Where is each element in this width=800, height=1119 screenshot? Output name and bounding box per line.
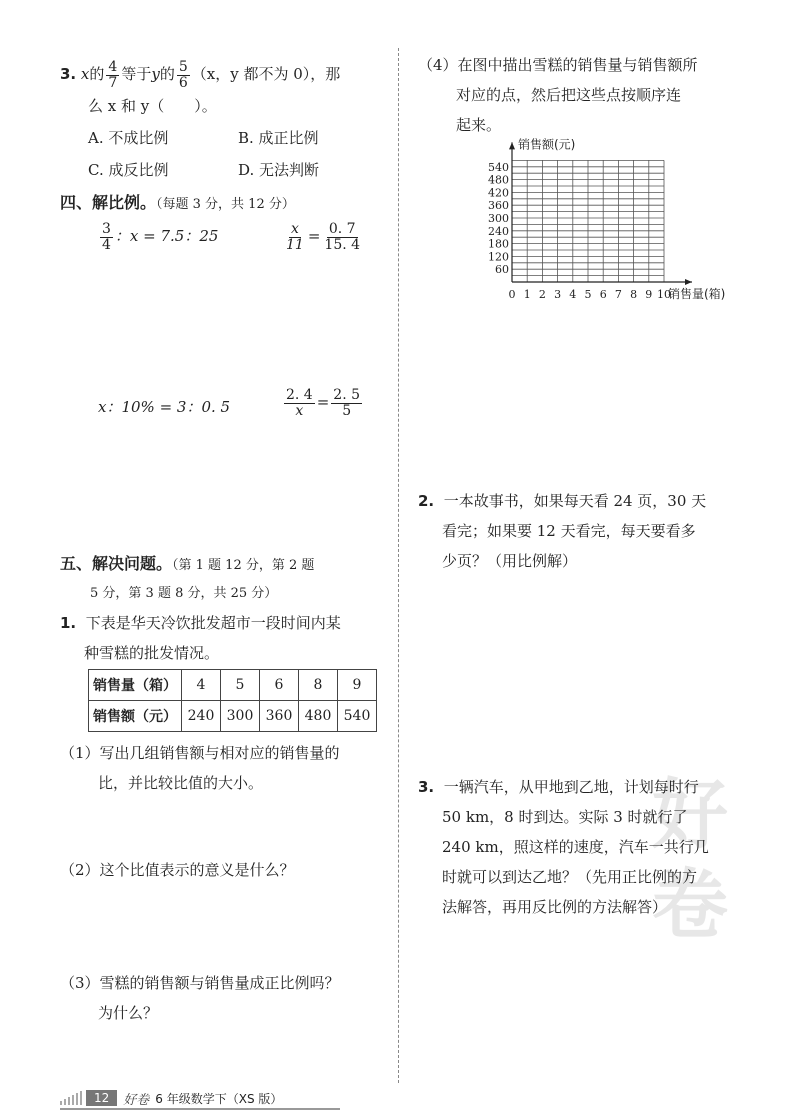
y-tick-label: 540	[488, 160, 509, 174]
sub-question-4: （4）在图中描出雪糕的销售量与销售额所 对应的点，然后把这些点按顺序连 起来。	[418, 56, 698, 134]
x-tick-label: 0	[508, 288, 516, 301]
y-tick-label: 180	[488, 237, 509, 251]
problem-2: 2. 一本故事书，如果每天看 24 页，30 天 看完；如果要 12 天看完，每天要看多 少页？（用比例解）	[418, 492, 707, 570]
x-tick-label: 6	[599, 288, 607, 301]
y-tick-label: 300	[488, 212, 509, 225]
fraction-4-7: $\frac{4}{7}$	[108, 58, 118, 91]
question-3	[60, 58, 390, 186]
y-tick-label: 240	[488, 224, 509, 238]
x-tick-label: 10	[657, 288, 671, 301]
option-d[interactable]: D. 无法判断	[238, 161, 320, 180]
problem-3: 3. 一辆汽车，从甲地到乙地，计划每时行 50 km，8 时到达。实际 3 时就行了 240 km，照这样的速度，汽车一共行几 时就可以到达乙地？（先用正比例的方 法解答，再用反比例的方法解答）	[418, 778, 709, 916]
y-axis-arrow-icon	[509, 142, 515, 149]
column-divider	[398, 48, 399, 1083]
question-3-stem: 3. x的 $\frac{4}{7}$ 等于y的 $\frac{5}{6}$ （x，y 都不为 0），那	[60, 58, 341, 91]
footer-rule	[60, 1108, 340, 1110]
equation-3: x：10% = 3：0. 5	[98, 398, 231, 416]
x-tick-label: 8	[630, 288, 638, 301]
decorative-bars-icon	[60, 1091, 82, 1105]
y-tick-label: 120	[488, 250, 509, 264]
book-title: 6 年级数学下（XS 版）	[155, 1091, 283, 1106]
x-tick-label: 2	[538, 288, 546, 301]
x-tick-label: 3	[554, 288, 562, 301]
sub-question-1: （1）写出几组销售额与相对应的销售量的 比，并比较比值的大小。	[60, 744, 340, 792]
equation-4: $\frac{2. 4}{x}$ = $\frac{2. 5}{5}$	[286, 387, 361, 419]
y-tick-label: 420	[488, 186, 509, 200]
table-row: 销售额（元） 240 300 360 480 540	[89, 701, 377, 732]
equation-1: $\frac{3}{4}$ ：x = 7.5：25	[102, 221, 219, 253]
question-3-options	[60, 122, 390, 186]
option-b[interactable]: B. 成正比例	[238, 129, 319, 148]
x-tick-label: 5	[584, 288, 592, 301]
section-4-heading: 四、解比例。（每题 3 分，共 12 分）	[60, 193, 295, 212]
x-tick-label: 9	[645, 288, 653, 301]
x-axis-arrow-icon	[685, 279, 692, 285]
sales-chart	[470, 138, 770, 318]
y-tick-label: 60	[495, 263, 509, 277]
page-number: 12	[86, 1090, 117, 1106]
y-tick-label: 360	[488, 199, 509, 213]
equation-2: $\frac{x}{11}$ = $\frac{0. 7}{15. 4}$	[286, 221, 361, 253]
x-tick-label: 1	[523, 288, 531, 301]
watermark: 好卷	[652, 770, 728, 949]
section-5-heading: 五、解决问题。（第 1 题 12 分，第 2 题 5 分，第 3 题 8 分，共 25 分）	[60, 554, 315, 601]
option-a[interactable]: A. 不成比例	[88, 129, 169, 148]
x-tick-label: 4	[569, 288, 577, 301]
x-axis-label: 销售量(箱)	[668, 287, 726, 301]
table-row: 销售量（箱） 4 5 6 8 9	[89, 670, 377, 701]
sales-table	[88, 669, 377, 732]
option-c[interactable]: C. 成反比例	[88, 161, 169, 180]
sub-question-3: （3）雪糕的销售额与销售量成正比例吗？ 为什么？	[60, 974, 340, 1022]
sub-question-2: （2）这个比值表示的意义是什么？	[60, 861, 295, 879]
page-footer	[60, 1088, 282, 1108]
var-x: x	[80, 65, 90, 83]
problem-1: 1. 下表是华天冷饮批发超市一段时间内某 种雪糕的批发情况。	[60, 614, 341, 662]
fraction-5-6: $\frac{5}{6}$	[178, 58, 188, 91]
y-axis-label: 销售额(元)	[518, 138, 576, 152]
question-3-line2: 么 x 和 y（ ）。	[88, 97, 217, 116]
y-tick-label: 480	[488, 173, 509, 187]
brand-logo: 好卷	[123, 1092, 150, 1108]
x-tick-label: 7	[614, 288, 622, 301]
